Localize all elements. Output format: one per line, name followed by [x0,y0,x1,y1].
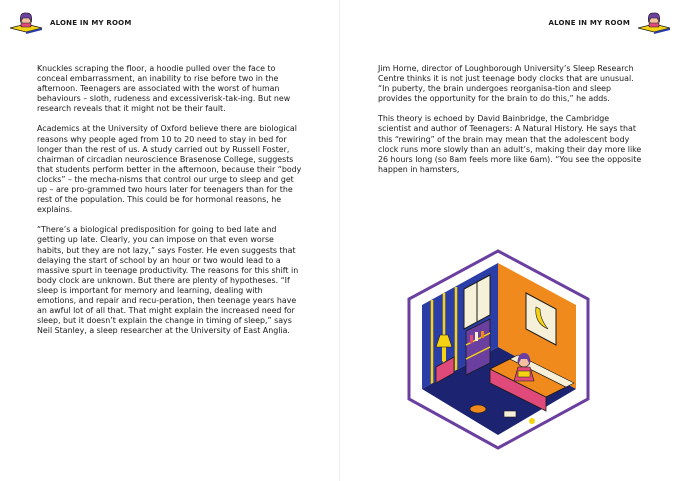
paragraph: Jim Horne, director of Loughborough University’s Sleep Research Centre thinks it is not just teenage body clocks that are unusual. “In puberty, the brain undergoes reorganisa-tion and sleep provides the opportunity for the brain to do this,” he adds. [378,64,634,104]
girl-reading-icon [8,12,44,34]
paragraph: “There’s a biological predisposition for going to bed late and getting up late. Clearly, you can impose on that even worse habits, but they are not lazy,” says Foster. He even suggests that delaying the start of school by an hour or two would lead to a massive spurt in teenage productivity. The reasons for this shift in body clock are unknown. But there are plenty of hypotheses. “If sleep is important for memory and learning, dealing with emotions, and repair and recu-peration, then teenage years have an awful lot of all that. That might explain the increased need for sleep, but it doesn’t explain the change in timing of sleep,” says Neil Stanley, a sleep researcher at the University of East Anglia. [37,225,299,336]
paragraph: This theory is echoed by David Bainbridge, the Cambridge scientist and author of Teenagers: A Natural History. He says that this “rewiring” of the brain may mean that the adolescent body clock runs more slowly than an adult’s, making their day more like 26 hours long (so 8am feels more like 6am). “You see the opposite happen in hamsters, [378,114,642,174]
girl-reading-icon [636,12,672,34]
header-title: ALONE IN MY ROOM [50,19,132,27]
right-header [549,12,673,34]
header-title: ALONE IN MY ROOM [548,19,630,27]
paragraph: Knuckles scraping the floor, a hoodie pulled over the face to conceal embarrassment, an inability to rise before two in the afternoon. Teenagers are associated with the worst of human behaviours – sloth, rudeness and excessiverisk-tak-ing. But new research reveals that it might not be their fault. [37,64,291,114]
paragraph: Academics at the University of Oxford believe there are biological reasons why people aged from 10 to 20 need to stay in bed for longer than the rest of us. A study carried out by Russell Foster, chairman of circadian neuroscience Brasenose College, suggests that students perform better in the afternoon, because their “body clocks” – the mecha-nisms that control our urge to sleep and get up – are pro-grammed two hours later for teenagers than for the rest of the population. This could be for hormonal reasons, he explains. [37,124,302,215]
right-page [340,0,680,481]
right-body-text [378,64,642,185]
bedroom-illustration [406,249,591,450]
left-header [8,12,132,34]
left-body-text [37,64,303,346]
